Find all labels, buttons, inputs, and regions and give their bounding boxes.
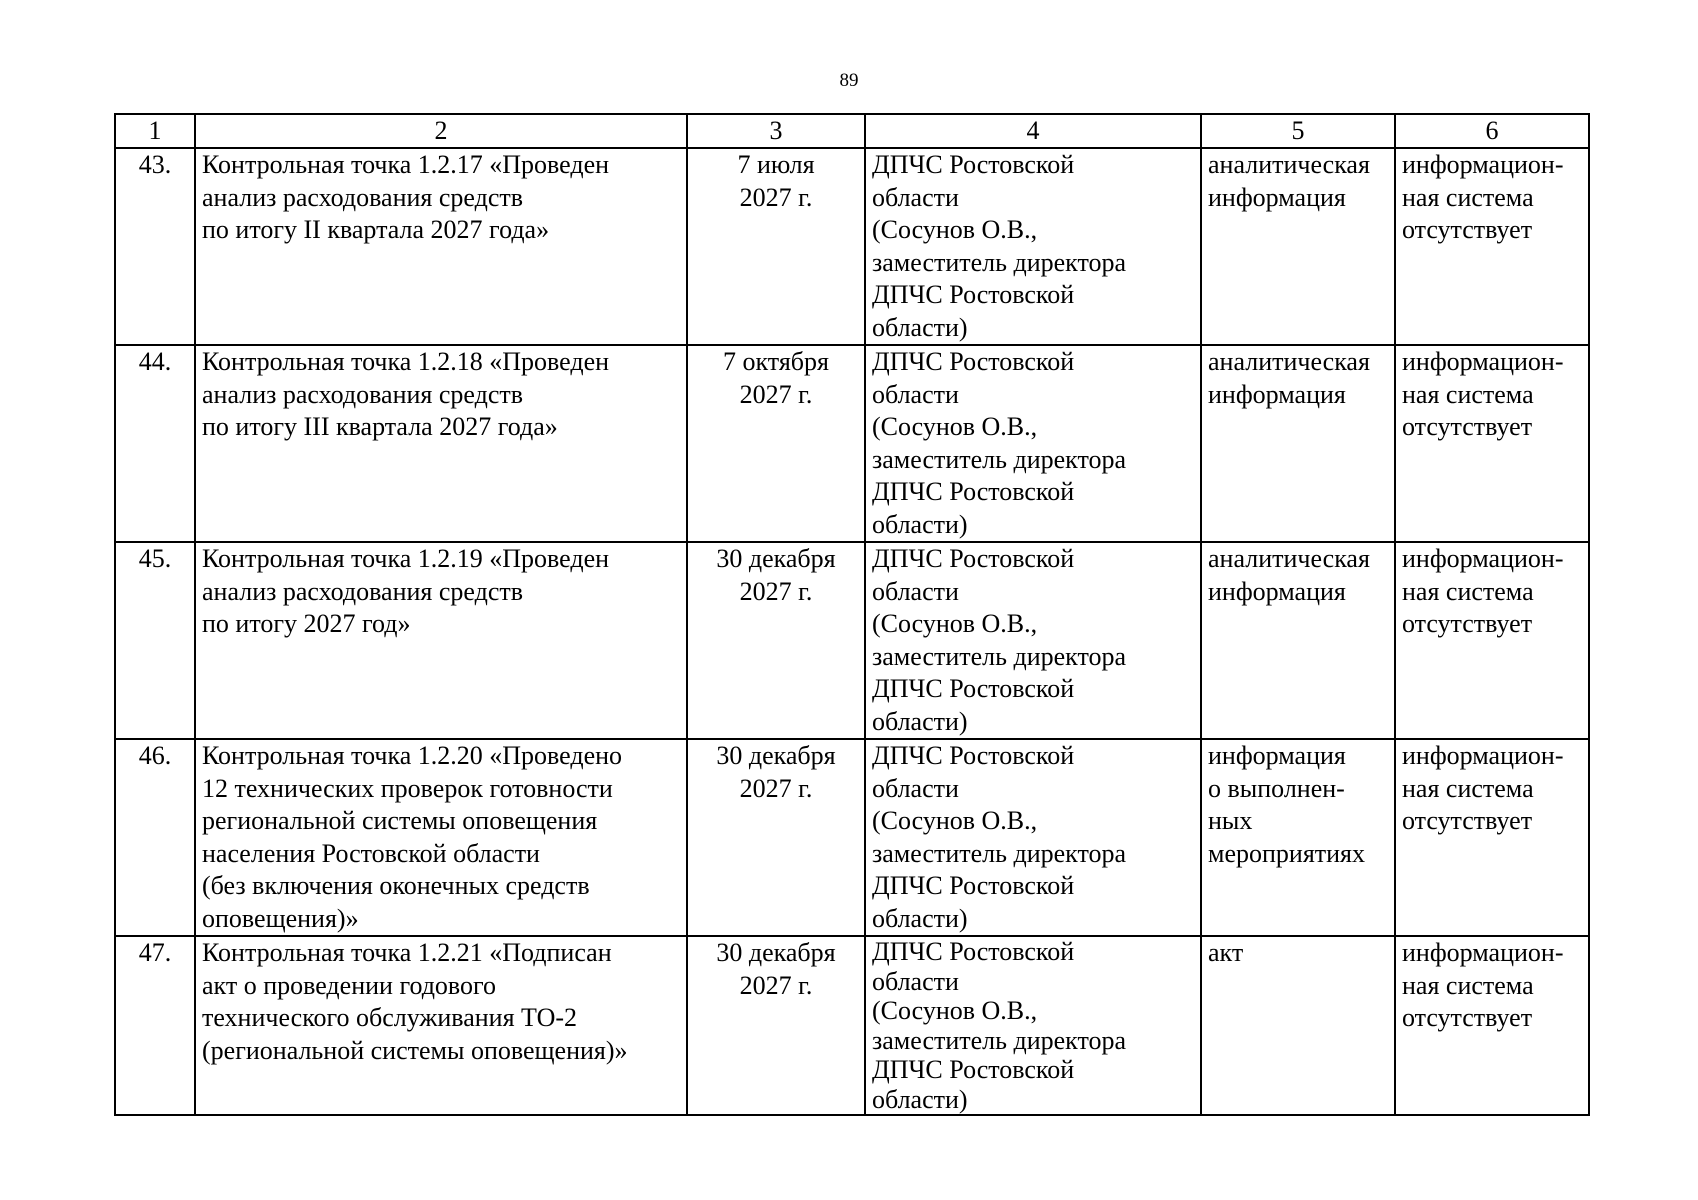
responsible-line: ДПЧС Ростовской xyxy=(872,150,1075,179)
date-cell xyxy=(687,345,865,542)
description-line: технического обслуживания ТО-2 xyxy=(202,1003,578,1032)
document-type-line: аналитическая xyxy=(1208,150,1370,179)
responsible-cell xyxy=(865,148,1201,345)
row-number-cell: 43. xyxy=(115,148,195,345)
responsible-line: области) xyxy=(872,903,968,933)
table-row xyxy=(115,936,1589,1115)
description-line: анализ расходования средств xyxy=(202,182,524,212)
date-line: 7 июля xyxy=(737,150,815,179)
row-number-cell: 46. xyxy=(115,739,195,936)
row-number-cell: 45. xyxy=(115,542,195,739)
document-type-cell xyxy=(1201,148,1395,345)
description-line: (без включения оконечных средств xyxy=(202,871,590,900)
information-system-cell xyxy=(1395,542,1589,739)
description-line: по итогу 2027 год» xyxy=(202,609,411,638)
description-cell xyxy=(195,345,687,542)
information-system-line: информацион- xyxy=(1402,347,1564,376)
description-line: населения Ростовской области xyxy=(202,838,540,868)
responsible-line: ДПЧС Ростовской xyxy=(872,280,1075,309)
responsible-line: заместитель директора xyxy=(872,1025,1127,1055)
document-type-line: аналитическая xyxy=(1208,544,1370,573)
description-line: Контрольная точка 1.2.19 «Проведен xyxy=(202,544,610,573)
description-cell xyxy=(195,542,687,739)
information-system-line: информацион- xyxy=(1402,741,1564,770)
date-cell xyxy=(687,936,865,1115)
responsible-line: ДПЧС Ростовской xyxy=(872,937,1075,966)
description-line: 12 технических проверок готовности xyxy=(202,773,613,803)
table-row xyxy=(115,345,1589,542)
responsible-cell xyxy=(865,542,1201,739)
responsible-line: (Сосунов О.В., xyxy=(872,996,1038,1025)
table-header-row xyxy=(115,114,1589,148)
information-system-line: отсутствует xyxy=(1402,412,1533,441)
date-line: 30 декабря xyxy=(716,741,836,770)
date-cell xyxy=(687,542,865,739)
date-line: 7 октября xyxy=(723,347,829,376)
responsible-line: области xyxy=(872,773,959,803)
table-row xyxy=(115,739,1589,936)
document-type-cell xyxy=(1201,345,1395,542)
responsible-cell xyxy=(865,345,1201,542)
responsible-line: области xyxy=(872,966,959,996)
description-cell xyxy=(195,936,687,1115)
information-system-line: отсутствует xyxy=(1402,215,1533,244)
row-number-cell: 47. xyxy=(115,936,195,1115)
date-cell xyxy=(687,739,865,936)
description-line: по итогу II квартала 2027 года» xyxy=(202,215,550,244)
document-type-line: аналитическая xyxy=(1208,347,1370,376)
date-line: 2027 г. xyxy=(739,379,813,409)
responsible-line: (Сосунов О.В., xyxy=(872,609,1038,638)
date-cell xyxy=(687,148,865,345)
responsible-line: области) xyxy=(872,1084,968,1114)
table-row xyxy=(115,148,1589,345)
description-line: оповещения)» xyxy=(202,903,359,933)
information-system-line: информацион- xyxy=(1402,938,1564,967)
information-system-line: информацион- xyxy=(1402,544,1564,573)
information-system-line: ная система xyxy=(1402,379,1534,409)
responsible-line: области xyxy=(872,379,959,409)
responsible-line: (Сосунов О.В., xyxy=(872,412,1038,441)
responsible-line: (Сосунов О.В., xyxy=(872,215,1038,244)
responsible-line: области xyxy=(872,182,959,212)
description-cell xyxy=(195,148,687,345)
responsible-line: (Сосунов О.В., xyxy=(872,806,1038,835)
responsible-line: области) xyxy=(872,509,968,539)
responsible-line: ДПЧС Ростовской xyxy=(872,741,1075,770)
information-system-line: ная система xyxy=(1402,773,1534,803)
responsible-line: ДПЧС Ростовской xyxy=(872,871,1075,900)
document-type-line: мероприятиях xyxy=(1208,838,1366,868)
responsible-line: заместитель директора xyxy=(872,444,1127,474)
document-type-line: акт xyxy=(1208,938,1244,967)
information-system-line: ная система xyxy=(1402,970,1534,1000)
document-type-line: о выполнен- xyxy=(1208,773,1345,803)
information-system-cell xyxy=(1395,148,1589,345)
information-system-line: отсутствует xyxy=(1402,806,1533,835)
document-type-line: ных xyxy=(1208,806,1253,835)
responsible-line: области) xyxy=(872,312,968,342)
header-cell-3: 3 xyxy=(687,114,865,148)
responsible-line: заместитель директора xyxy=(872,838,1127,868)
responsible-line: области) xyxy=(872,706,968,736)
responsible-line: ДПЧС Ростовской xyxy=(872,544,1075,573)
description-line: по итогу III квартала 2027 года» xyxy=(202,412,558,441)
information-system-line: информацион- xyxy=(1402,150,1564,179)
responsible-cell xyxy=(865,739,1201,936)
description-cell xyxy=(195,739,687,936)
responsible-line: ДПЧС Ростовской xyxy=(872,1055,1075,1084)
description-line: региональной системы оповещения xyxy=(202,806,598,835)
description-line: Контрольная точка 1.2.18 «Проведен xyxy=(202,347,610,376)
header-cell-2: 2 xyxy=(195,114,687,148)
information-system-line: отсутствует xyxy=(1402,1003,1533,1032)
description-line: Контрольная точка 1.2.20 «Проведено xyxy=(202,741,623,770)
document-type-line: информация xyxy=(1208,182,1346,212)
date-line: 2027 г. xyxy=(739,773,813,803)
date-line: 2027 г. xyxy=(739,576,813,606)
responsible-cell xyxy=(865,936,1201,1115)
information-system-line: ная система xyxy=(1402,576,1534,606)
page-number: 89 xyxy=(839,70,859,91)
header-cell-5: 5 xyxy=(1201,114,1395,148)
control-points-table xyxy=(114,113,1590,1116)
date-line: 2027 г. xyxy=(739,970,813,1000)
header-cell-1: 1 xyxy=(115,114,195,148)
header-cell-6: 6 xyxy=(1395,114,1589,148)
responsible-line: ДПЧС Ростовской xyxy=(872,674,1075,703)
date-line: 30 декабря xyxy=(716,938,836,967)
responsible-line: заместитель директора xyxy=(872,247,1127,277)
description-line: анализ расходования средств xyxy=(202,576,524,606)
date-line: 2027 г. xyxy=(739,182,813,212)
description-line: анализ расходования средств xyxy=(202,379,524,409)
information-system-cell xyxy=(1395,739,1589,936)
document-type-line: информация xyxy=(1208,576,1346,606)
header-cell-4: 4 xyxy=(865,114,1201,148)
responsible-line: ДПЧС Ростовской xyxy=(872,347,1075,376)
information-system-cell xyxy=(1395,936,1589,1115)
responsible-line: заместитель директора xyxy=(872,641,1127,671)
responsible-line: ДПЧС Ростовской xyxy=(872,477,1075,506)
row-number-cell: 44. xyxy=(115,345,195,542)
document-type-cell xyxy=(1201,739,1395,936)
responsible-line: области xyxy=(872,576,959,606)
description-line: (региональной системы оповещения)» xyxy=(202,1035,628,1065)
description-line: акт о проведении годового xyxy=(202,970,497,1000)
information-system-line: отсутствует xyxy=(1402,609,1533,638)
table-row xyxy=(115,542,1589,739)
document-type-cell xyxy=(1201,542,1395,739)
description-line: Контрольная точка 1.2.21 «Подписан xyxy=(202,938,612,967)
description-line: Контрольная точка 1.2.17 «Проведен xyxy=(202,150,610,179)
document-type-line: информация xyxy=(1208,741,1346,770)
information-system-cell xyxy=(1395,345,1589,542)
document-type-line: информация xyxy=(1208,379,1346,409)
document-type-cell xyxy=(1201,936,1395,1115)
information-system-line: ная система xyxy=(1402,182,1534,212)
date-line: 30 декабря xyxy=(716,544,836,573)
